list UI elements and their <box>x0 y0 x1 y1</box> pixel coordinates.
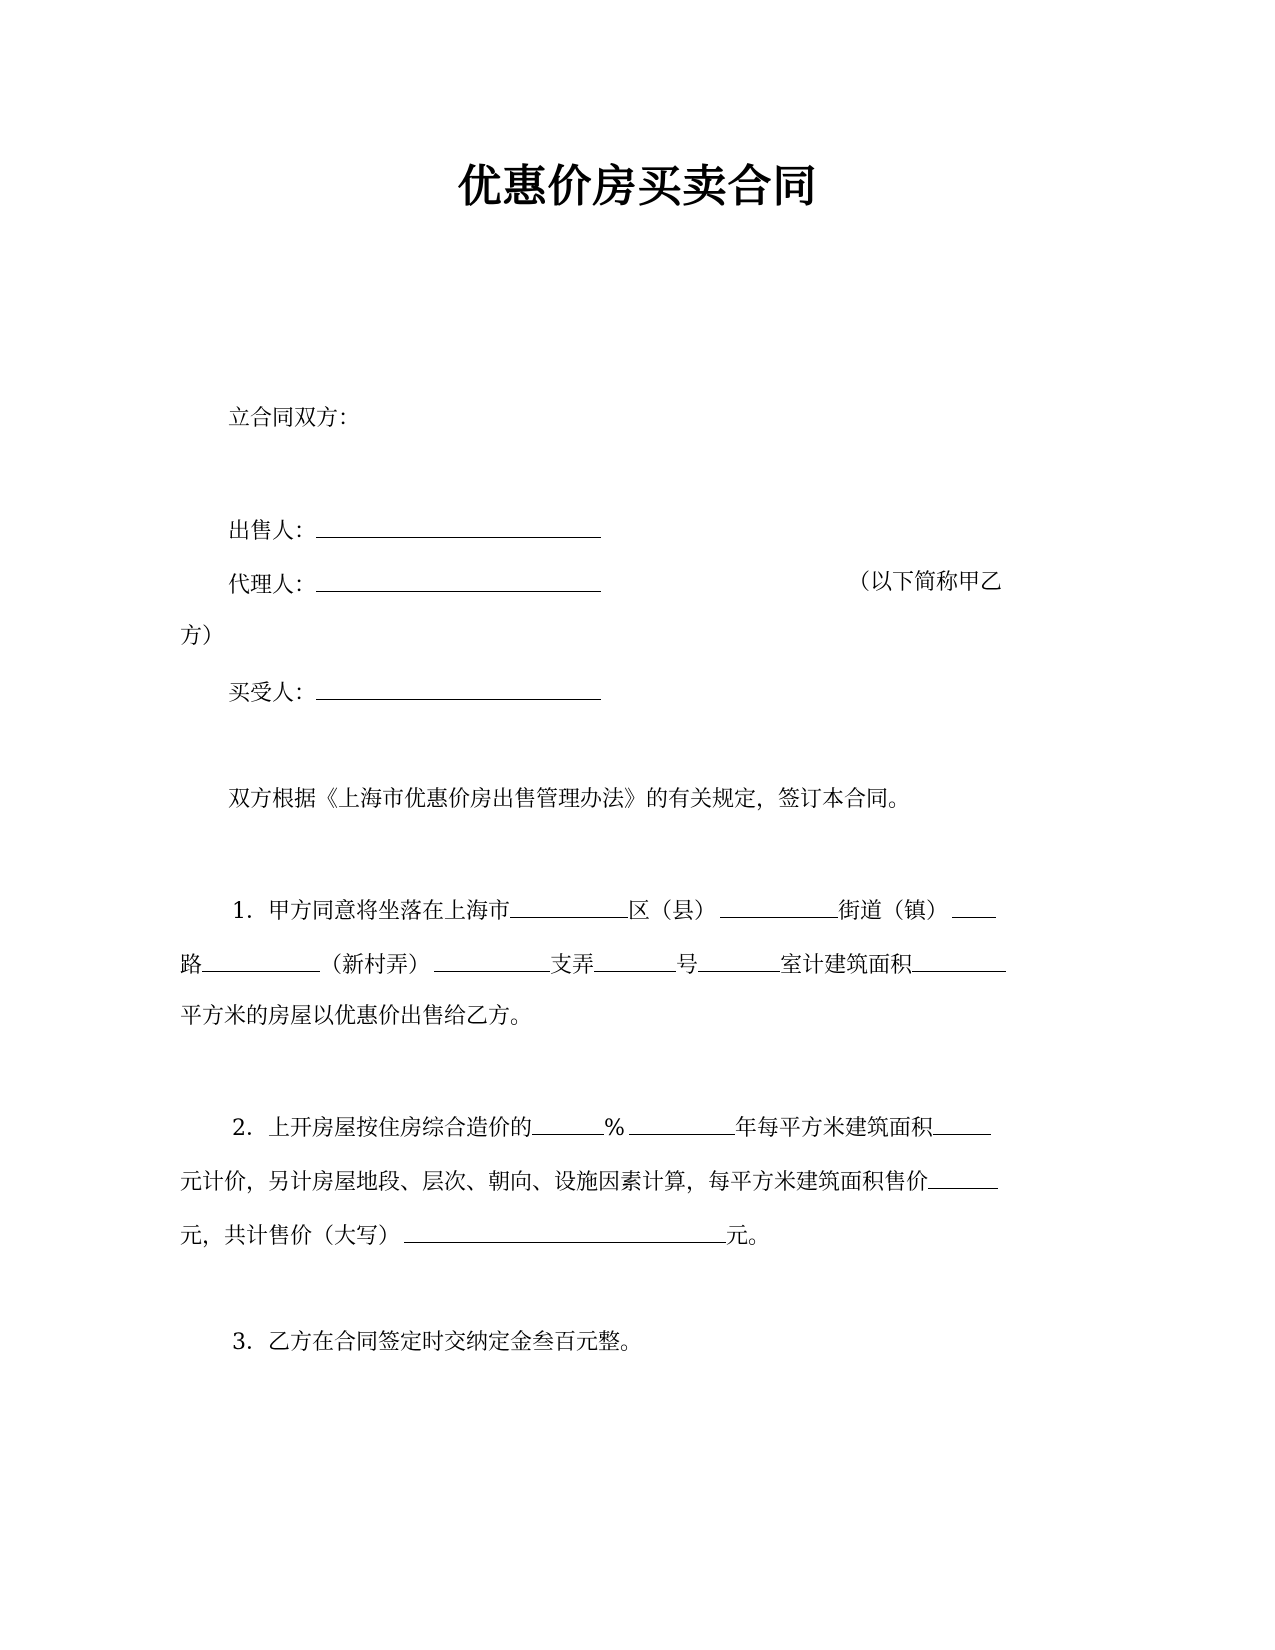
area-blank <box>912 949 1006 972</box>
clause-2-line-3 <box>180 1220 770 1251</box>
buyer-line <box>228 677 601 708</box>
sublane-blank <box>594 949 676 972</box>
clause-1-text-e: （新村弄） <box>320 953 431 978</box>
clause-2-text-e: 元。 <box>726 1224 771 1249</box>
clause-2-text-c: 元计价，另计房屋地段、层次、朝向、设施因素计算，每平方米建筑面积售价 <box>180 1170 929 1195</box>
clause-2-line-2 <box>180 1166 998 1197</box>
total-price-blank <box>404 1220 726 1243</box>
clause-2-text-d: 元，共计售价（大写） <box>180 1224 401 1249</box>
unit-price-blank <box>928 1166 998 1189</box>
agent-label: 代理人： <box>228 573 317 598</box>
clause-2-text-a: 2．上开房屋按住房综合造价的 <box>232 1116 532 1141</box>
clause-1-line-2 <box>180 949 1006 980</box>
clause-1-text-c: 街道（镇） <box>838 899 949 924</box>
number-blank <box>698 949 780 972</box>
clause-1-line-3: 平方米的房屋以优惠价出售给乙方。 <box>180 1004 533 1029</box>
year-blank <box>629 1112 735 1135</box>
seller-line <box>228 515 601 546</box>
clause-1-text-a: 1．甲方同意将坐落在上海市 <box>232 899 510 924</box>
clause-2-text-b: 年每平方米建筑面积 <box>734 1116 933 1141</box>
clause-1-text-h: 室计建筑面积 <box>780 953 913 978</box>
contract-basis: 双方根据《上海市优惠价房出售管理办法》的有关规定，签订本合同。 <box>228 787 911 812</box>
lane-blank <box>434 949 550 972</box>
road-blank-b <box>202 949 320 972</box>
document-title: 优惠价房买卖合同 <box>457 161 818 212</box>
clause-2-line-1 <box>232 1112 991 1143</box>
clause-1-line-1 <box>232 895 996 926</box>
unit-cost-blank <box>933 1112 991 1135</box>
abbrev-note-cont: 方） <box>180 624 225 649</box>
percent-blank <box>532 1112 604 1135</box>
road-blank-a <box>952 895 996 918</box>
seller-label: 出售人： <box>228 519 317 544</box>
district-blank <box>510 895 628 918</box>
abbrev-note: （以下简称甲乙 <box>848 570 1003 595</box>
clause-1-text-b: 区（县） <box>628 899 717 924</box>
clause-1-text-f: 支弄 <box>550 953 595 978</box>
buyer-label: 买受人： <box>228 681 317 706</box>
clause-2-percent-sign: % <box>604 1116 625 1141</box>
clause-1-text-g: 号 <box>676 953 699 978</box>
street-blank <box>720 895 838 918</box>
agent-line <box>228 569 601 600</box>
agent-blank <box>316 569 601 592</box>
buyer-blank <box>316 677 601 700</box>
clause-3: 3．乙方在合同签定时交纳定金叁百元整。 <box>232 1330 642 1355</box>
parties-intro: 立合同双方： <box>228 406 361 431</box>
clause-1-text-d: 路 <box>180 953 203 978</box>
seller-blank <box>316 515 601 538</box>
